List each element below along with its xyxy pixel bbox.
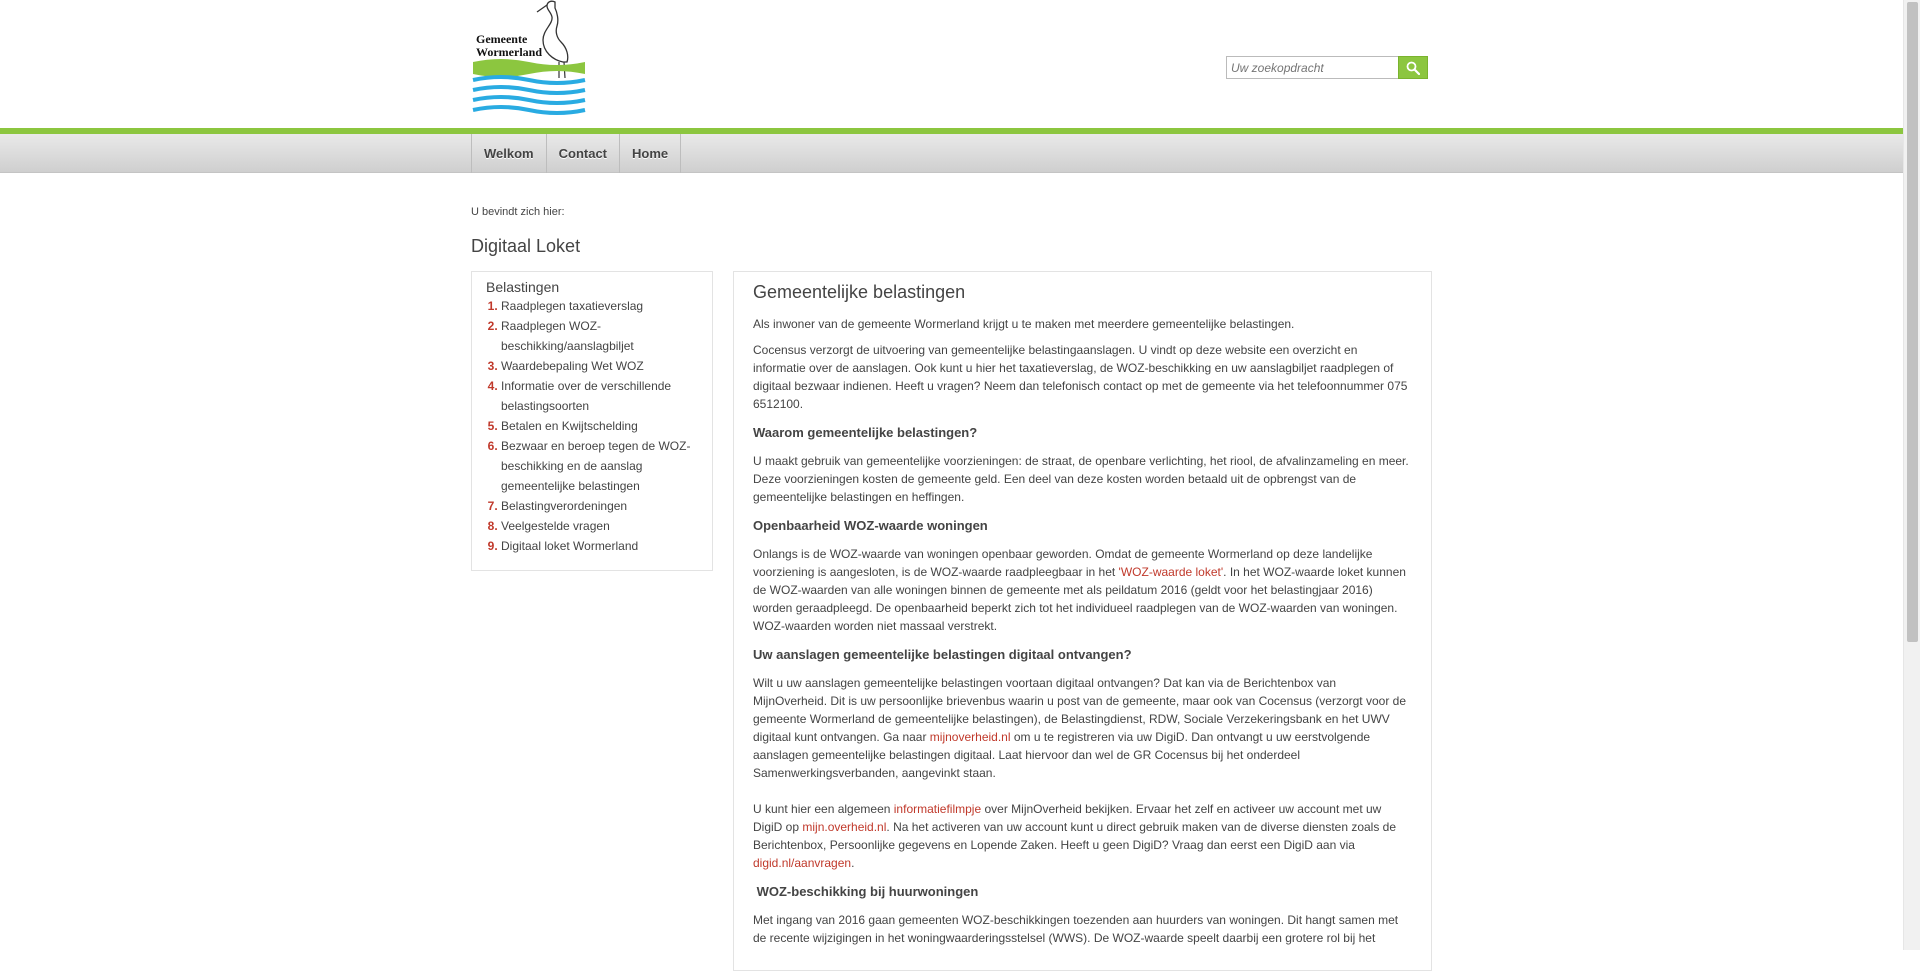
- nav-item-home[interactable]: Home: [620, 134, 681, 173]
- sidebar-item: [501, 316, 698, 356]
- sidebar-link-taxatieverslag[interactable]: Raadplegen taxatieverslag: [501, 299, 644, 313]
- sidebar-item: [501, 516, 698, 536]
- search-form: [1226, 56, 1428, 79]
- municipality-logo[interactable]: [471, 0, 589, 122]
- heading-huurwoningen: WOZ-beschikking bij huurwoningen: [753, 884, 979, 899]
- openbaarheid-paragraph: [753, 545, 1413, 635]
- sidebar-item: [501, 296, 698, 316]
- sidebar-item: [501, 376, 698, 416]
- text: . Na het activeren van uw account kunt u direct gebruik maken van de diverse diensten zoals de Berichtenbox, Persoonlijke gegevens en Lopende Zaken. Heeft u geen DigiD? Vraag dan eerst een DigiD aan via: [753, 820, 1397, 852]
- search-icon: [1406, 61, 1420, 75]
- text: . In het WOZ-waarde loket kunnen de WOZ-waarden van alle woningen binnen de gemeente met als peildatum 2016 (geldt voor het belastingjaar 2016) worden geraadpleegd. De openbaarheid beperkt zich tot het individueel raadplegen van de WOZ-waarden van woningen. WOZ-waarden worden niet massaal verstrekt.: [753, 565, 1406, 633]
- sidebar-link-belastingsoorten[interactable]: Informatie over de verschillende belastingsoorten: [501, 379, 672, 413]
- heading-digitaal-ontvangen: Uw aanslagen gemeentelijke belastingen digitaal ontvangen?: [753, 647, 1132, 662]
- sidebar-link-bezwaar[interactable]: Bezwaar en beroep tegen de WOZ-beschikking en de aanslag gemeentelijke belastingen: [501, 439, 691, 493]
- intro-paragraph: Als inwoner van de gemeente Wormerland krijgt u te maken met meerdere gemeentelijke belastingen.: [753, 317, 1295, 331]
- scrollbar-thumb[interactable]: [1907, 2, 1918, 642]
- cocensus-paragraph: Cocensus verzorgt de uitvoering van gemeentelijke belastingaanslagen. U vindt op deze website een overzicht en informatie over de aanslagen. Ook kunt u hier het taxatieverslag, de WOZ-beschikking en uw aanslagbiljet raadplegen of digitaal bezwaar indienen. Heeft u vragen? Neem dan telefonisch contact op met de gemeente via het telefoonnummer 075 6512100.: [753, 343, 1408, 411]
- waarom-paragraph: U maakt gebruik van gemeentelijke voorzieningen: de straat, de openbare verlichting, het riool, de afvalinzameling en meer. Deze voorzieningen kosten de gemeente geld. Een deel van deze kosten worden betaald uit de opbrengst van de gemeentelijke belastingen en heffingen.: [753, 454, 1409, 504]
- search-button[interactable]: [1398, 56, 1428, 79]
- sidebar-title: Belastingen: [486, 279, 560, 295]
- text: over MijnOverheid bekijken. Ervaar het zelf en activeer uw account met uw DigiD op: [753, 802, 1382, 834]
- mijn-overheid-link[interactable]: mijn.overheid.nl: [802, 820, 887, 834]
- heron-logo-icon: [471, 0, 589, 122]
- digitaal-paragraph: [753, 674, 1413, 782]
- main-navigation: [0, 134, 1903, 173]
- main-content: [733, 271, 1432, 971]
- sidebar-item: [501, 356, 698, 376]
- mijnoverheid-paragraph: [753, 800, 1413, 872]
- sidebar-item: [501, 436, 698, 496]
- mijnoverheid-link[interactable]: mijnoverheid.nl: [929, 730, 1011, 744]
- text: .: [851, 856, 855, 870]
- huurwoningen-paragraph: Met ingang van 2016 gaan gemeenten WOZ-beschikkingen toezenden aan huurders van woningen. Dit hangt samen met de recente wijzigingen in het woningwaarderingsstelsel (WWS). De WOZ-waarde speelt daarbij een grotere rol bij het: [753, 913, 1399, 945]
- text: U kunt hier een algemeen: [753, 802, 894, 816]
- breadcrumb: U bevindt zich hier:: [471, 206, 565, 218]
- content-title: Gemeentelijke belastingen: [753, 282, 966, 302]
- digid-aanvragen-link[interactable]: digid.nl/aanvragen: [753, 856, 852, 870]
- logo-text-line2: Wormerland: [476, 45, 542, 59]
- sidebar-link-waardebepaling[interactable]: Waardebepaling Wet WOZ: [501, 359, 644, 373]
- woz-waarde-loket-link[interactable]: 'WOZ-waarde loket': [1118, 565, 1224, 579]
- logo-text-line1: Gemeente: [476, 32, 528, 46]
- sidebar-item: [501, 416, 698, 436]
- text: Onlangs is de WOZ-waarde van woningen openbaar geworden. Omdat de gemeente Wormerland op deze landelijke voorziening is aangesloten, is de WOZ-waarde raadpleegbaar in het: [753, 547, 1373, 579]
- informatiefilmpje-link[interactable]: informatiefilmpje: [893, 802, 982, 816]
- sidebar-link-betalen[interactable]: Betalen en Kwijtschelding: [501, 419, 638, 433]
- sidebar-link-verordeningen[interactable]: Belastingverordeningen: [501, 499, 628, 513]
- text: om u te registreren via uw DigiD. Dan ontvangt u uw eerstvolgende aanslagen gemeentelijke belastingen digitaal. Laat hiervoor dan wel de GR Cocensus bij het onderdeel Samenwerkingsverbanden, aangevinkt staan.: [753, 730, 1371, 780]
- nav-item-contact[interactable]: Contact: [547, 134, 620, 173]
- page-title: Digitaal Loket: [471, 236, 581, 256]
- heading-openbaarheid: Openbaarheid WOZ-waarde woningen: [753, 518, 988, 533]
- sidebar-link-woz-beschikking[interactable]: Raadplegen WOZ-beschikking/aanslagbiljet: [501, 319, 634, 353]
- search-input[interactable]: [1226, 56, 1398, 79]
- sidebar-menu: [471, 271, 713, 571]
- heading-waarom: Waarom gemeentelijke belastingen?: [753, 425, 978, 440]
- sidebar-link-faq[interactable]: Veelgestelde vragen: [501, 519, 610, 533]
- page-scrollbar[interactable]: [1903, 0, 1920, 950]
- nav-item-welkom[interactable]: Welkom: [472, 134, 547, 173]
- sidebar-item: [501, 536, 698, 556]
- sidebar-item: [501, 496, 698, 516]
- text: Wilt u uw aanslagen gemeentelijke belastingen voortaan digitaal ontvangen? Dat kan via de Berichtenbox van MijnOverheid. Dit is uw persoonlijke brievenbus waarin u post van de gemeente, maar ook van Cocensus (verzorgt voor de gemeente Wormerland de gemeentelijke belastingen), de Belastingdienst, RDW, Sociale Verzekeringsbank en het UWV digitaal kunt ontvangen. Ga naar: [753, 676, 1406, 744]
- header: [471, 0, 1432, 128]
- sidebar-link-digitaal-loket[interactable]: Digitaal loket Wormerland: [501, 539, 639, 553]
